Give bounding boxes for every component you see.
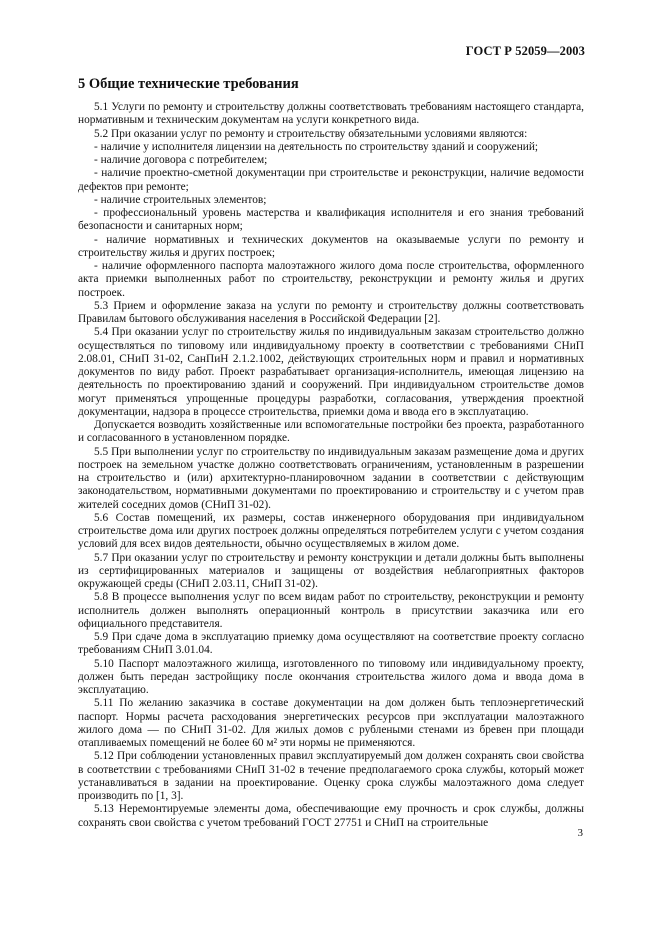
- paragraph: 5.9 При сдаче дома в эксплуатацию приемку дома осуществляют на соответствие проекту согласно требованиям СНиП 3.01.04.: [78, 631, 584, 657]
- paragraph: - наличие строительных элементов;: [94, 193, 267, 206]
- paragraph: - наличие проектно-сметной документации при строительстве и реконструкции, наличие ведомости дефектов при ремонте;: [78, 167, 584, 193]
- paragraph: 5.2 При оказании услуг по ремонту и строительству обязательными условиями являются:: [94, 127, 528, 140]
- document-code: ГОСТ Р 52059—2003: [465, 44, 585, 58]
- paragraph: 5.11 По желанию заказчика в составе документации на дом должен быть теплоэнергетический паспорт. Нормы расчета расходования энергетических ресурсов при эксплуатации малоэтажного жилого дома — по СНиП 31-02. Для жилых домов с рублеными стенами из бревен при площади отапливаемых помещений не более 60 м² эти нормы не применяются.: [78, 697, 584, 749]
- paragraph: 5.7 При оказании услуг по строительству и ремонту конструкции и детали должны быть выполнены из сертифицированных материалов и защищены от воздействия неблагоприятных факторов окружающей среды (СНиП 2.03.11, СНиП 31-02).: [78, 551, 584, 590]
- paragraph: 5.10 Паспорт малоэтажного жилища, изготовленного по типовому или индивидуальному проекту, должен быть передан застройщику после окончания строительства жилого дома и ввода дома в эксплуатацию.: [78, 657, 584, 696]
- paragraph: 5.6 Состав помещений, их размеры, состав инженерного оборудования при индивидуальном строительстве дома или других построек должны определяться потребителем услуги с учетом создания условий для всех видов деятельности, обычно осуществляемых в жилом доме.: [78, 511, 584, 551]
- paragraph: - наличие у исполнителя лицензии на деятельность по строительству зданий и сооружений;: [94, 140, 539, 153]
- paragraph: 5.12 При соблюдении установленных правил эксплуатируемый дом должен сохранять свои свойства в соответствии с требованиями СНиП 31-02 в течение предполагаемого срока службы, который может устанавливаться в задании на проектирование. Оценку срока службы малоэтажного дома следует производить по [1, 3].: [78, 750, 584, 802]
- section-body: [78, 101, 584, 830]
- paragraph: 5.4 При оказании услуг по строительству жилья по индивидуальным заказам строительство должно осуществляться по типовому или индивидуальному проекту в соответствии с требованиями СНиП 2.08.01, СНиП 31-02, СанПиН 2.1.2.1002, действующих строительных норм и правил и нормативных документов по виду работ. Проект разрабатывает организация-исполнитель, имеющая лицензию на деятельность по проектированию зданий и сооружений. При индивидуальном строительстве домов могут применяться упрощенные процедуры разработки, согласования, утверждения проектной документации, надзора в процессе строительства, приемки дома и ввода его в эксплуатацию.: [78, 326, 584, 418]
- paragraph: - профессиональный уровень мастерства и квалификация исполнителя и его знания требований безопасности и санитарных норм;: [78, 207, 584, 233]
- paragraph: 5.5 При выполнении услуг по строительству по индивидуальным заказам размещение дома и других построек на земельном участке должно соответствовать ограничениям, установленным в разрешении на строительство и (или) архитектурно-планировочном задании в соответствии с действующим законодательством, нормативными документами по проектированию и строительству и с учетом прав жителей соседних домов (СНиП 31-02).: [78, 445, 584, 511]
- paragraph: - наличие договора с потребителем;: [94, 154, 268, 166]
- section-title: 5 Общие технические требования: [78, 76, 299, 92]
- paragraph: Допускается возводить хозяйственные или вспомогательные постройки без проекта, разработанного и согласованного в установленном порядке.: [78, 419, 584, 445]
- paragraph: 5.8 В процессе выполнения услуг по всем видам работ по строительству, реконструкции и ремонту исполнитель должен выполнять операционный контроль в присутствии заказчика или его официального представителя.: [78, 591, 584, 630]
- page-number: 3: [577, 827, 583, 839]
- paragraph: 5.3 Прием и оформление заказа на услуги по ремонту и строительству должны соответствовать Правилам бытового обслуживания населения в Российской Федерации [2].: [78, 299, 584, 325]
- paragraph: 5.13 Неремонтируемые элементы дома, обеспечивающие ему прочность и срок службы, должны сохранять свои свойства с учетом требований ГОСТ 27751 и СНиП на строительные: [78, 803, 584, 829]
- paragraph: - наличие оформленного паспорта малоэтажного жилого дома после строительства, оформленного акта приемки выполненных работ по строительству, реконструкции и ремонту жилья и других построек.: [78, 260, 584, 299]
- paragraph: - наличие нормативных и технических документов на оказываемые услуги по ремонту и строительству жилья и других построек;: [78, 233, 584, 259]
- paragraph: 5.1 Услуги по ремонту и строительству должны соответствовать требованиям настоящего стандарта, нормативным и техническим документам на услуги конкретного вида.: [78, 101, 584, 127]
